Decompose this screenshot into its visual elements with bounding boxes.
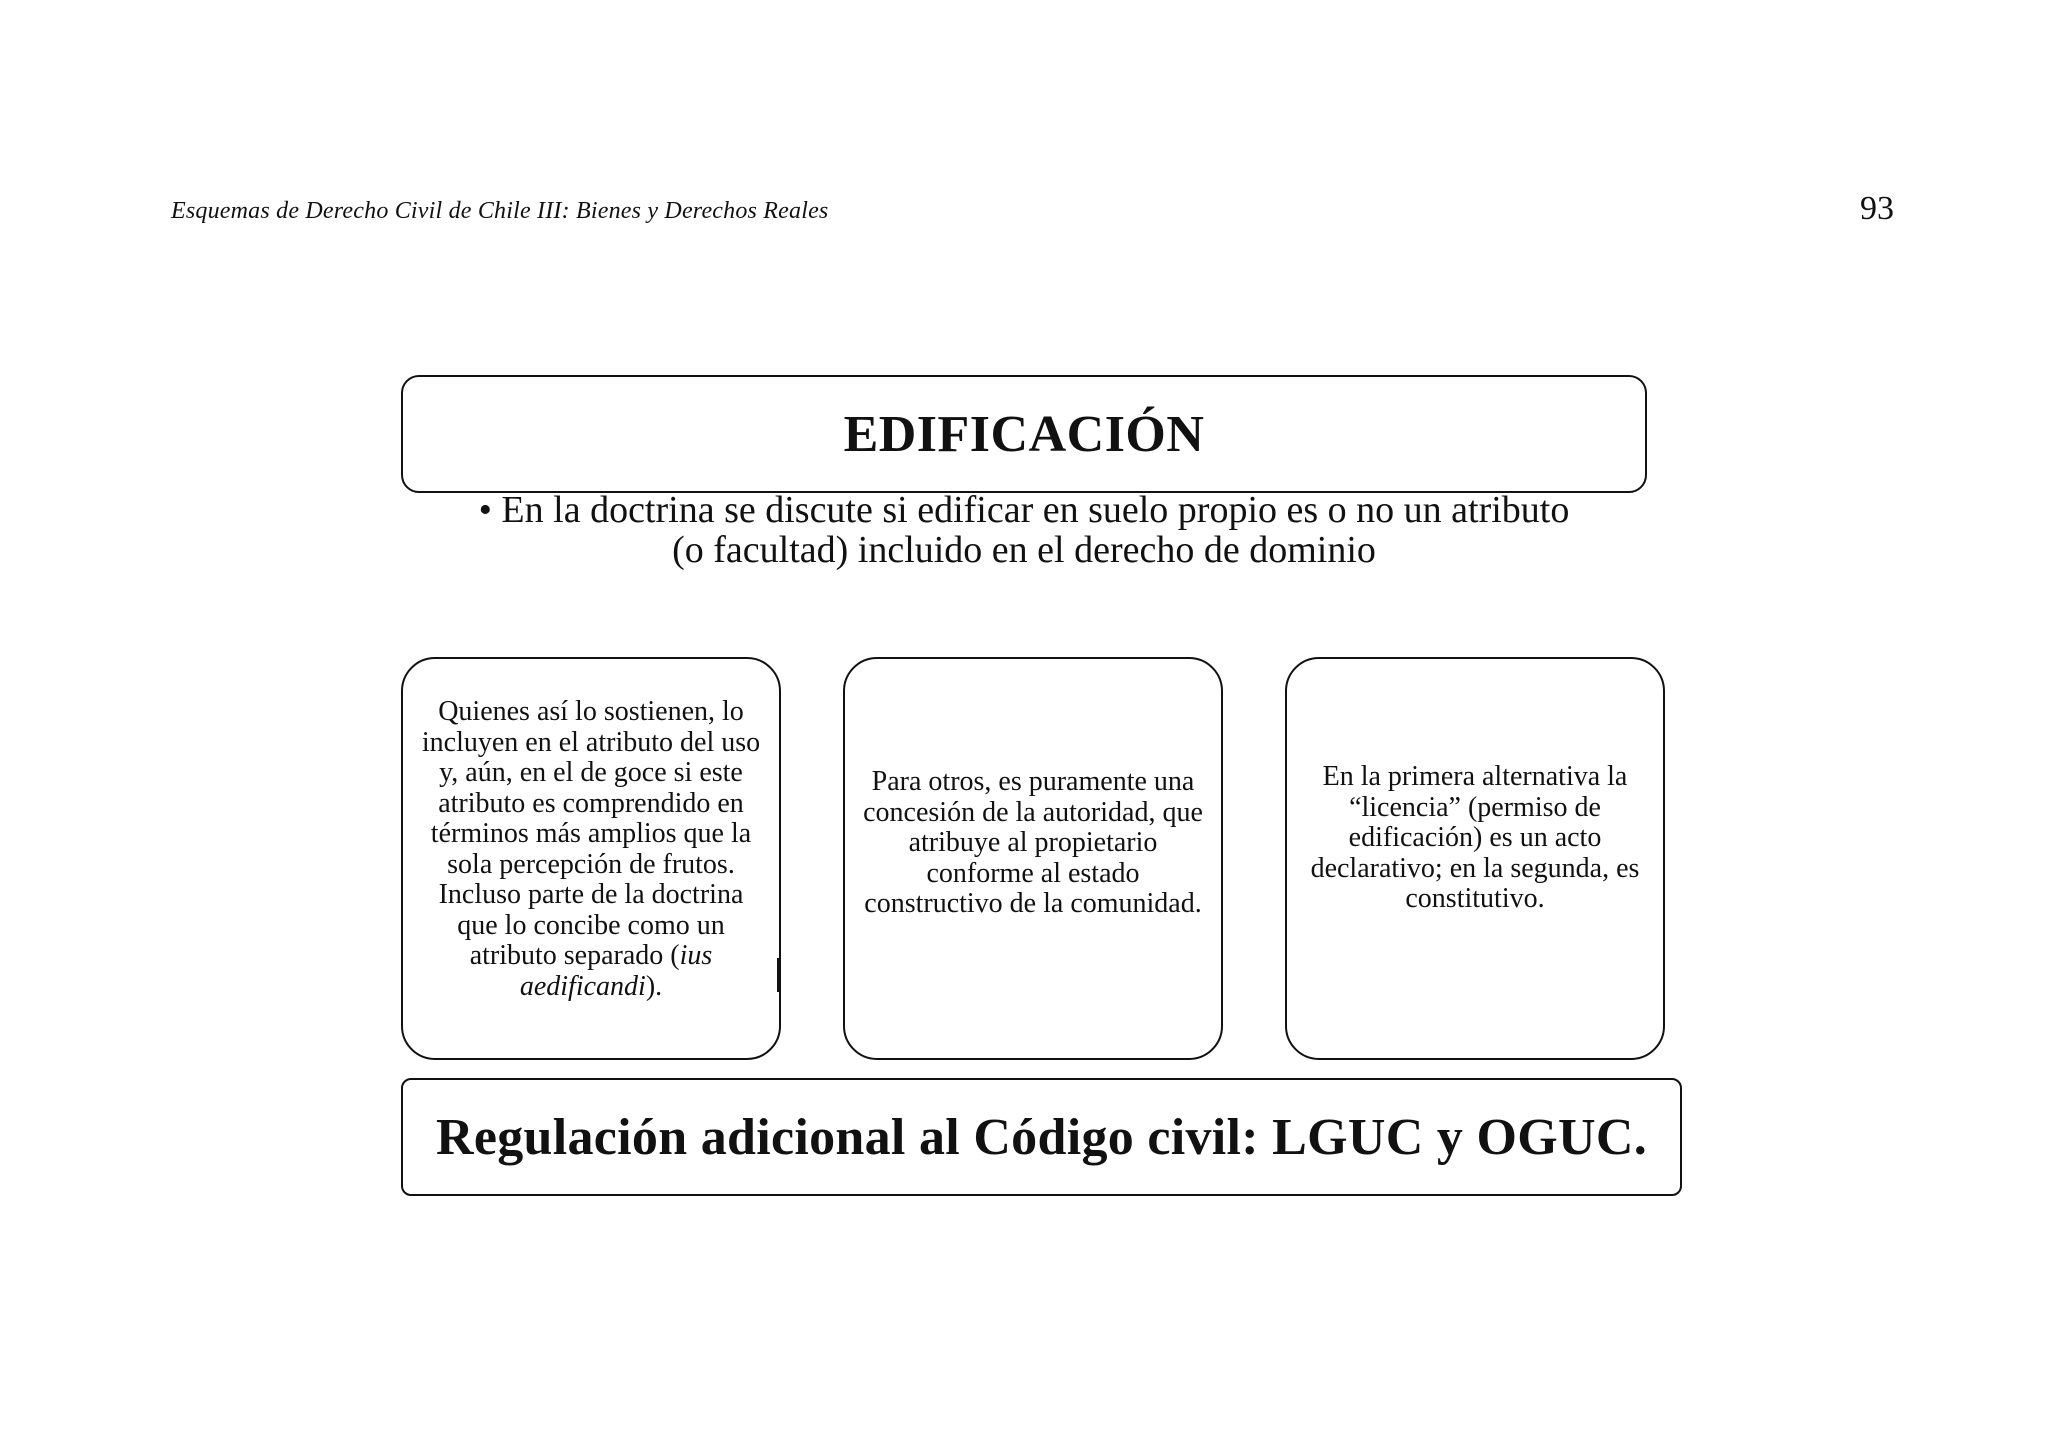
card-license (1285, 657, 1665, 1060)
card-supporters (401, 657, 781, 1060)
running-header: Esquemas de Derecho Civil de Chile III: Bienes y Derechos Reales (171, 198, 829, 224)
text-cursor-mark (777, 958, 780, 992)
doctrine-bullet-line1: • En la doctrina se discute si edificar en suelo propio es o no un atributo (478, 489, 1570, 531)
diagram-title-box (401, 375, 1647, 493)
regulation-footer-text: Regulación adicional al Código civil: LGUC y OGUC. (435, 1108, 1648, 1166)
card-license-text: En la primera alternativa la “licencia” (permiso de edificación) es un acto declarativo; en la segunda, es constitutivo. (1310, 761, 1640, 915)
card-others-text: Para otros, es puramente una concesión de la autoridad, que atribuye al propietario conforme al estado constructivo de la comunidad. (863, 766, 1203, 920)
card-supporters-main: Quienes así lo sostienen, lo incluyen en el atributo del uso y, aún, en el de goce si este atributo es comprendido en términos más amplios que la sola percepción de frutos. Incluso parte de la doctrina que lo concibe como un atributo separado ( (421, 696, 761, 971)
card-supporters-text (421, 697, 761, 1002)
card-supporters-end: ). (645, 970, 663, 1002)
doctrine-bullet-line2: (o facultad) incluido en el derecho de dominio (672, 529, 1376, 571)
card-others (843, 657, 1223, 1060)
card-supporters-latin-term: ius aedificandi (519, 940, 713, 1002)
page-number: 93 (1860, 190, 1894, 227)
doctrine-bullet (401, 490, 1647, 570)
regulation-footer-box (401, 1078, 1682, 1196)
diagram-title: EDIFICACIÓN (843, 405, 1205, 463)
